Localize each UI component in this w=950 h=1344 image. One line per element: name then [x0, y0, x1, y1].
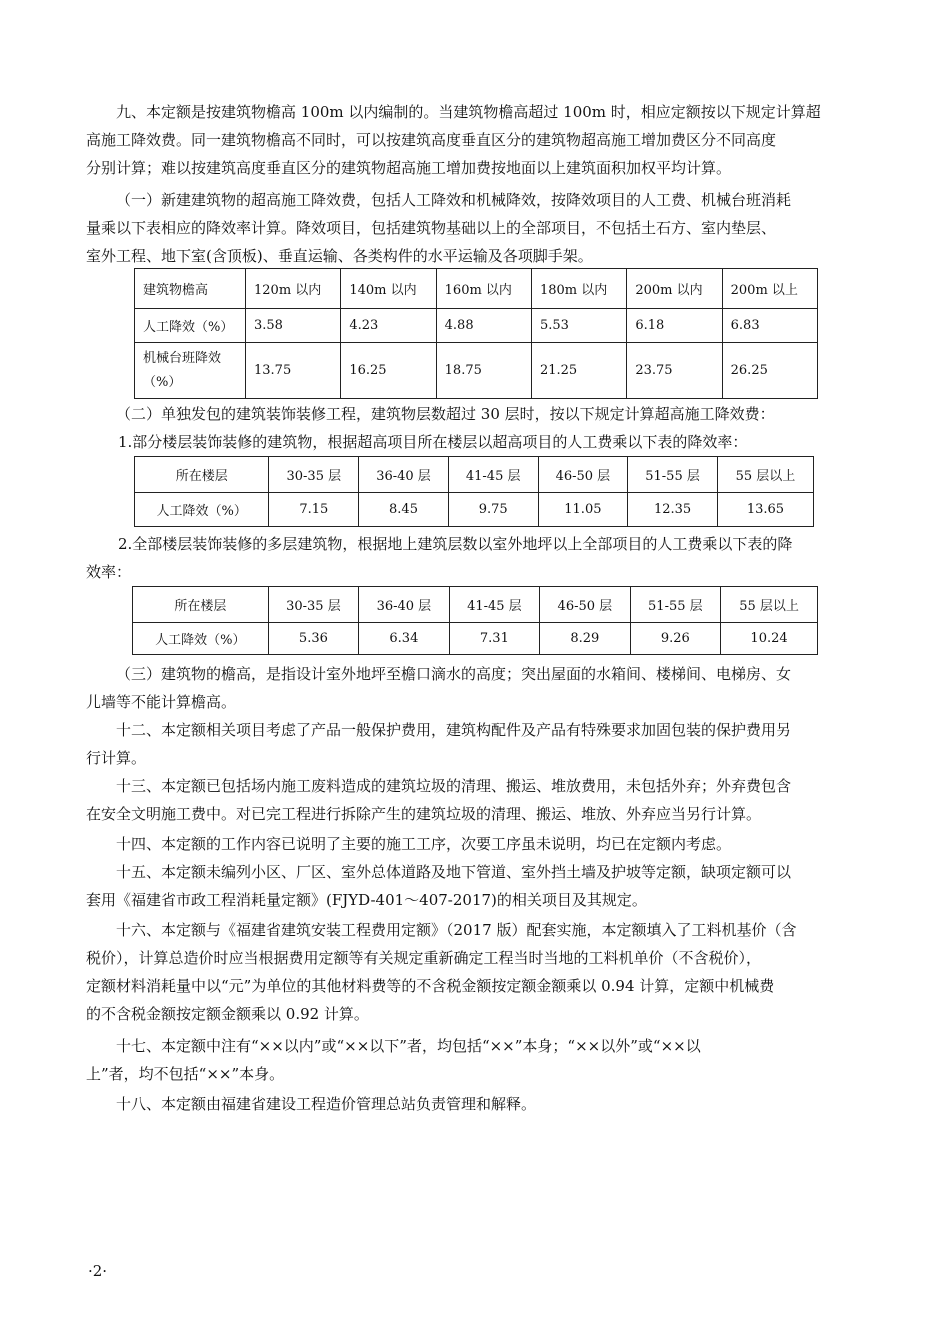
table-row: 人工降效（%） 5.36 6.34 7.31 8.29 9.26 10.24 [133, 623, 818, 655]
table-header-row: 所在楼层 30-35 层 36-40 层 41-45 层 46-50 层 51-55 层 55 层以上 [135, 457, 814, 493]
paragraph-16: 十六、本定额与《福建省建筑安装工程费用定额》（2017 版）配套实施，本定额填入了工料机基价（含 税价），计算总造价时应当根据费用定额等有关规定重新确定工程当时当地的工料机单价（不含税价）， 定额材料消耗量中以“元”为单位的其他材料费等的不含税金额按定额金额乘以 0.94 计算，定额中机械费 的不含税金额按定额金额乘以 0.92 计算。 [86, 921, 797, 1023]
table-header-row: 所在楼层 30-35 层 36-40 层 41-45 层 46-50 层 51-55 层 55 层以上 [133, 587, 818, 623]
paragraph-9-3: （三）建筑物的檐高，是指设计室外地坪至檐口滴水的高度；突出屋面的水箱间、楼梯间、电梯房、女 儿墙等不能计算檐高。 [86, 665, 792, 711]
paragraph-17: 十七、本定额中注有“××以内”或“××以下”者，均包括“××”本身；“××以外”或“××以 上”者，均不包括“××”本身。 [86, 1037, 701, 1083]
table-row: 人工降效（%） 7.15 8.45 9.75 11.05 12.35 13.65 [135, 493, 814, 527]
table-all-floor-efficiency [132, 586, 818, 655]
table-row: 人工降效（%） 3.58 4.23 4.88 5.53 6.18 6.83 [135, 309, 818, 343]
paragraph-13: 十三、本定额已包括场内施工废料造成的建筑垃圾的清理、搬运、堆放费用，未包括外弃；外弃费包含 在安全文明施工费中。对已完工程进行拆除产生的建筑垃圾的清理、搬运、堆放、外弃应当另行计算。 [86, 777, 792, 823]
table-partial-floor-efficiency [134, 456, 814, 527]
paragraph-9-2-1: 1.部分楼层装饰装修的建筑物，根据超高项目所在楼层以超高项目的人工费乘以下表的降效率： [118, 433, 748, 451]
table-row: 机械台班降效（%） 13.75 16.25 18.75 21.25 23.75 26.25 [135, 343, 818, 399]
paragraph-14: 十四、本定额的工作内容已说明了主要的施工工序，次要工序虽未说明，均已在定额内考虑。 [116, 835, 732, 853]
paragraph-18: 十八、本定额由福建省建设工程造价管理总站负责管理和解释。 [116, 1095, 537, 1113]
paragraph-9-2: （二）单独发包的建筑装饰装修工程，建筑物层数超过 30 层时，按以下规定计算超高施工降效费： [116, 405, 775, 423]
paragraph-12: 十二、本定额相关项目考虑了产品一般保护费用，建筑构配件及产品有特殊要求加固包装的保护费用另 行计算。 [86, 721, 792, 767]
table-header-row: 建筑物檐高 120m 以内 140m 以内 160m 以内 180m 以内 200m 以内 200m 以上 [135, 269, 818, 309]
paragraph-9-1: （一）新建建筑物的超高施工降效费，包括人工降效和机械降效，按降效项目的人工费、机械台班消耗 量乘以下表相应的降效率计算。降效项目，包括建筑物基础以上的全部项目，不包括土石方、室内垫层、 室外工程、地下室(含顶板)、垂直运输、各类构件的水平运输及各项脚手架。 [86, 191, 792, 265]
paragraph-15: 十五、本定额未编列小区、厂区、室外总体道路及地下管道、室外挡土墙及护坡等定额，缺项定额可以 套用《福建省市政工程消耗量定额》(FJYD-401～407-2017)的相关项目及其规定。 [86, 863, 792, 909]
page-number: ·2· [88, 1262, 108, 1280]
paragraph-9: 九、本定额是按建筑物檐高 100m 以内编制的。当建筑物檐高超过 100m 时，相应定额按以下规定计算超 高施工降效费。同一建筑物檐高不同时，可以按建筑高度垂直区分的建筑物超高施工增加费区分不同高度 分别计算；难以按建筑高度垂直区分的建筑物超高施工增加费按地面以上建筑面积加权平均计算。 [86, 103, 821, 177]
table-eave-height-efficiency [134, 268, 818, 399]
paragraph-9-2-2: 2.全部楼层装饰装修的多层建筑物，根据地上建筑层数以室外地坪以上全部项目的人工费乘以下表的降 效率： [86, 535, 793, 581]
